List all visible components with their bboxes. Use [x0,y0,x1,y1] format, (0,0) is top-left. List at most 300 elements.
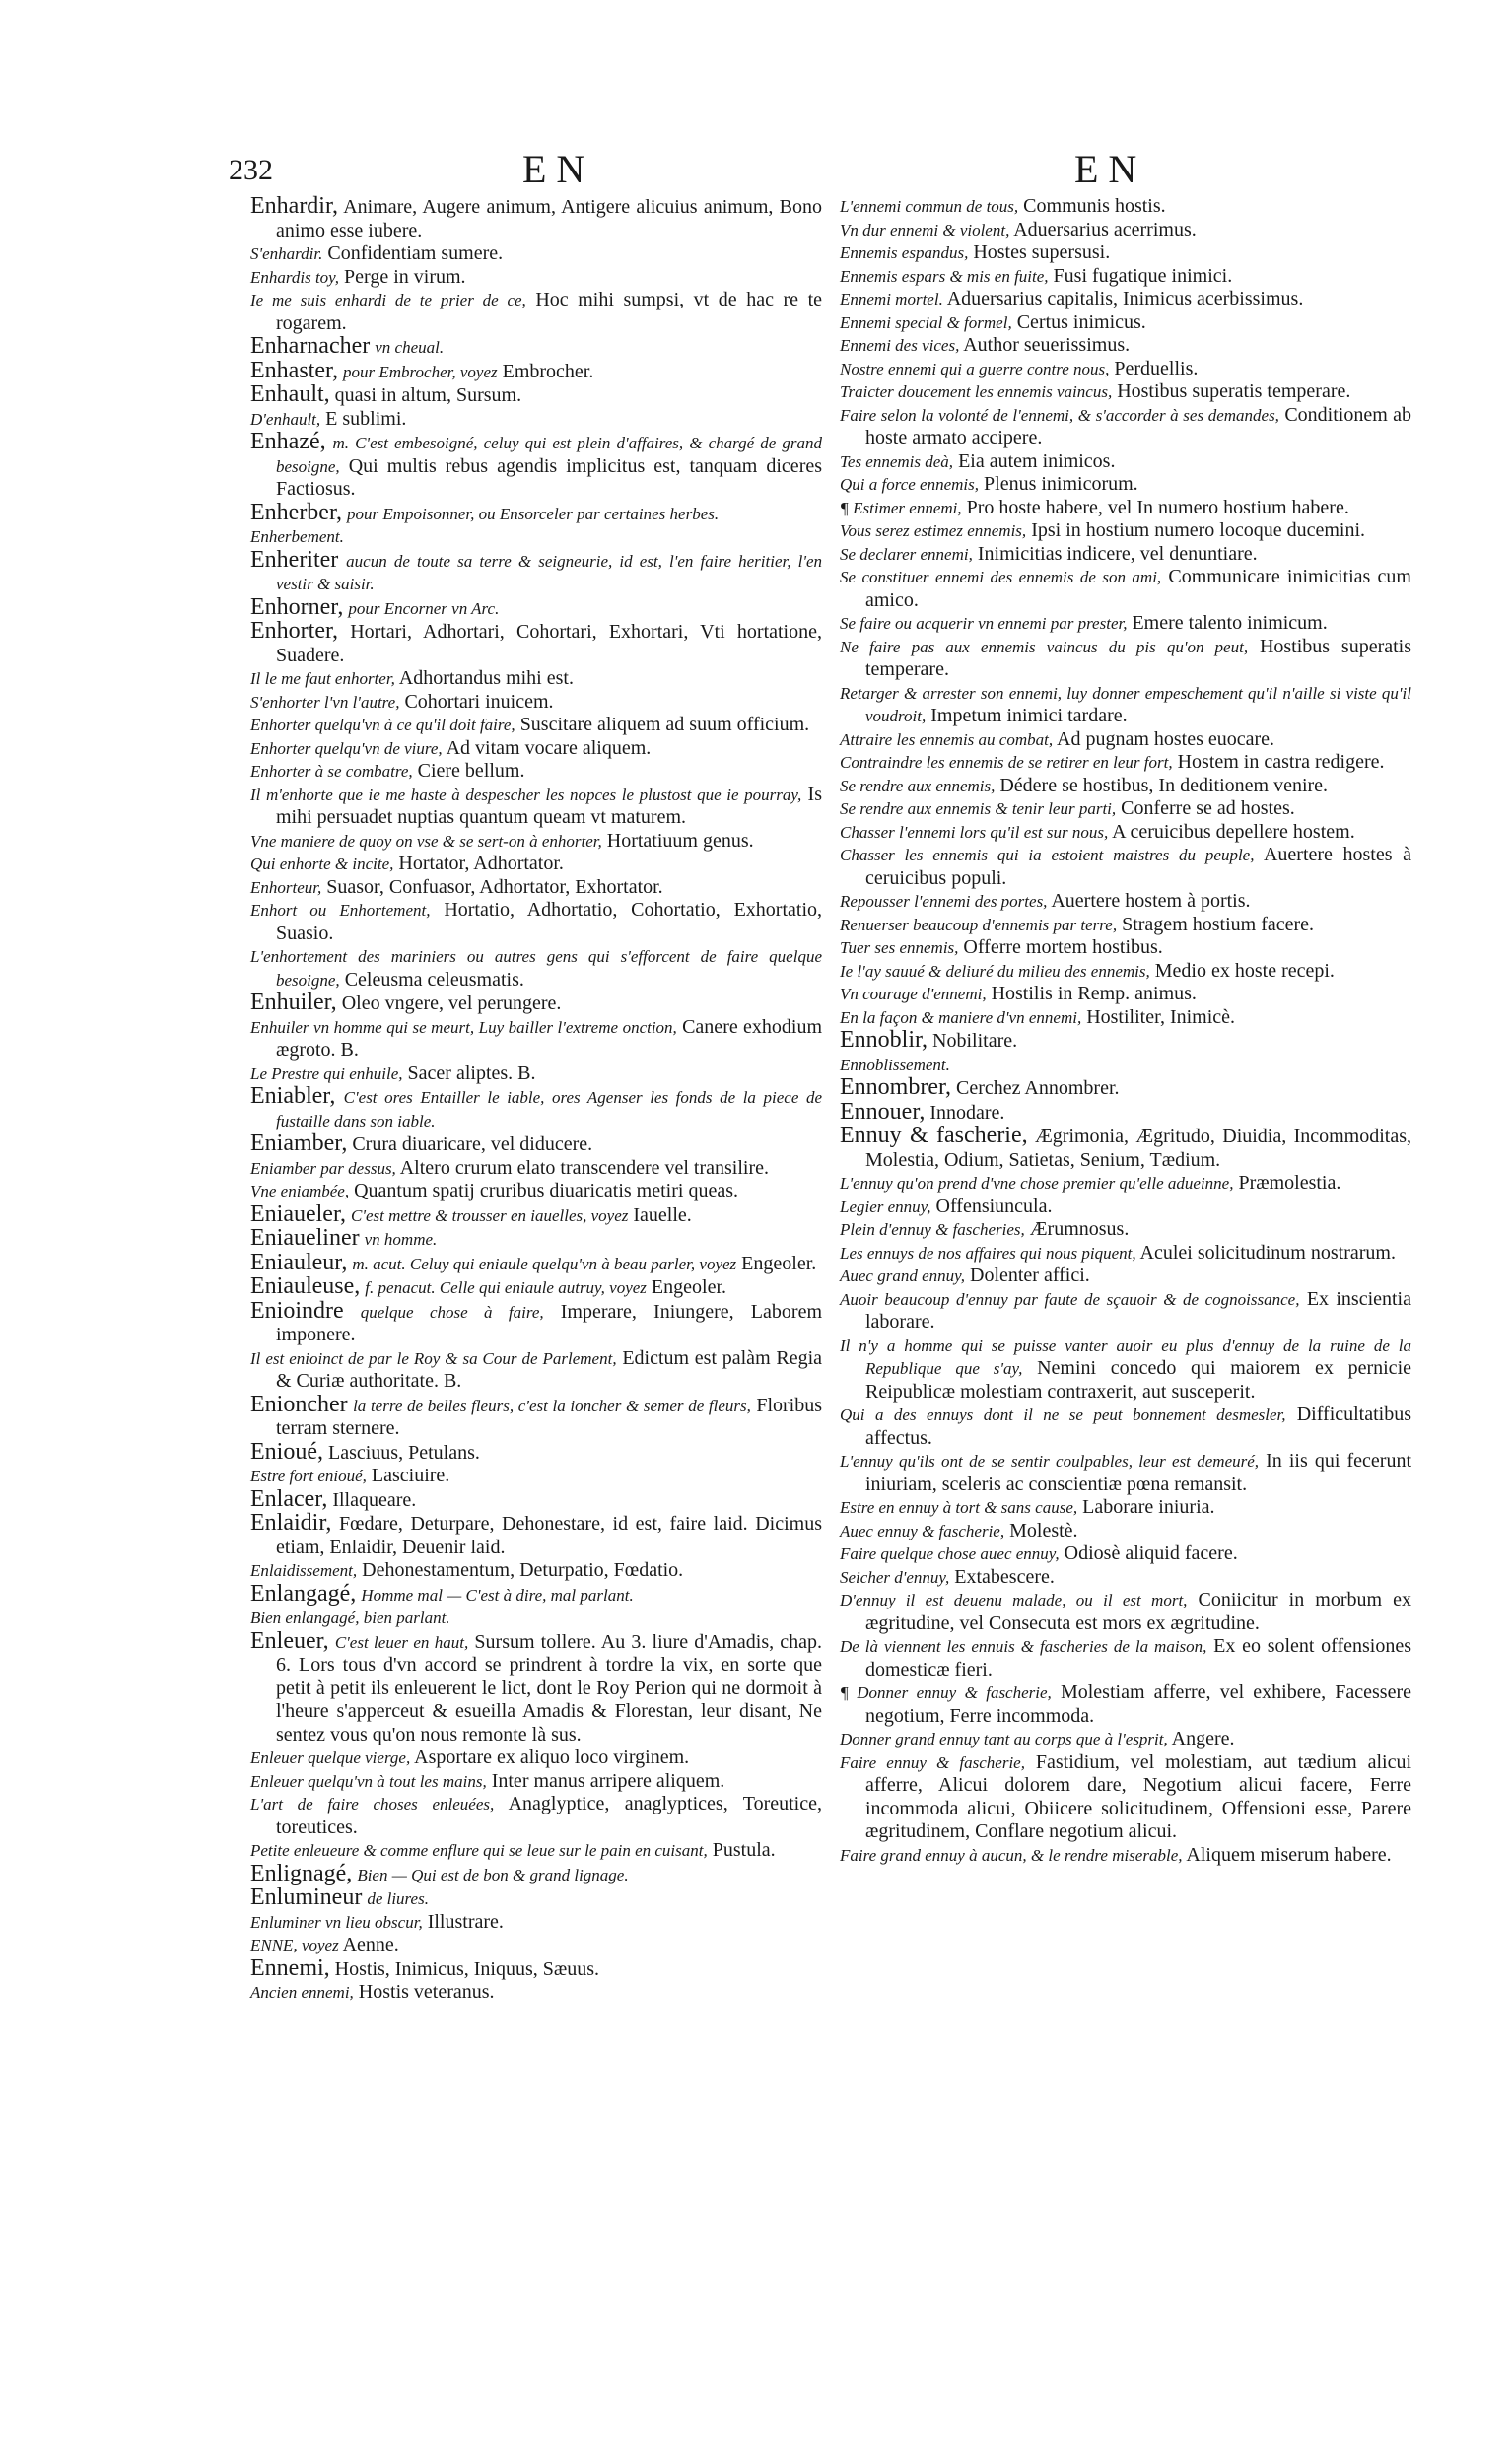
entry-latin: A ceruicibus depellere hostem. [1112,820,1355,843]
entry-latin: E sublimi. [325,407,407,430]
entry-headword: Eniabler, [250,1083,336,1109]
dictionary-entry [250,242,822,266]
entry-latin: Sursum tollere. Au 3. liure d'Amadis, chap. 6. Lors tous d'vn accord se prindrent à tordre la vix, en sorte que petit à petit ils enleuerent le lict, dont le Roy Perion qui ne dormoit à l'heure s'apperceut & esueilla Amadis & Florestan, leur disant, Ne sentez vous qu'on nous remonte là sus. [276,1630,823,1745]
dictionary-entry [250,335,822,360]
dictionary-entry [250,667,822,691]
entry-latin: Animare, Augere animum, Antigere alicuius animum, Bono animo esse iubere. [276,196,823,241]
entry-latin: Altero crurum elato transcendere vel transilire. [399,1156,769,1179]
dictionary-entry [840,566,1411,612]
entry-latin: Ex eo solent offensiones domesticæ fieri. [865,1635,1412,1680]
dictionary-entry [250,195,822,242]
dictionary-entry [250,1297,822,1347]
entry-headword: Enlumineur [250,1884,363,1910]
dictionary-entry [840,775,1411,798]
entry-french: Estre fort enioué, [250,1467,367,1485]
entry-french: Qui a des ennuys dont il ne se peut bonnement desmesler, [840,1405,1286,1424]
entry-latin: Quantum spatij cruribus diuaricatis metiri queas. [354,1180,738,1201]
entry-french: Auec grand ennuy, [840,1266,965,1285]
dictionary-entry [840,728,1411,752]
entry-headword: Enhaster, [250,357,339,383]
entry-french: Ennoblissement. [840,1055,950,1074]
entry-latin: Aculei solicitudinum nostrarum. [1139,1241,1396,1264]
entry-french: Attraire les ennemis au combat, [840,729,1054,749]
entry-latin: Conditionem ab hoste armato accipere. [865,403,1412,448]
dictionary-entry [840,473,1411,497]
entry-latin: Fusi fugatique inimici. [1053,264,1233,287]
dictionary-entry [840,241,1411,265]
dictionary-entry [250,1860,822,1887]
entry-french: Enhort ou Enhortement, [250,901,431,920]
entry-latin: Ex inscientia laborare. [865,1287,1411,1333]
entry-french: vn cheual. [375,338,445,357]
entry-latin: Embrocher. [502,360,594,382]
entry-french: pour Empoisonner, ou Ensorceler par certaines herbes. [347,504,720,523]
entry-latin: Hostilis in Remp. animus. [991,983,1197,1004]
dictionary-entry [840,265,1411,289]
dictionary-entry [840,1196,1411,1219]
entry-french: Nostre ennemi qui a guerre contre nous, [840,359,1110,378]
dictionary-entry [250,784,822,830]
dictionary-entry [250,830,822,854]
entry-latin: Lasciuire. [371,1465,450,1486]
dictionary-entry [840,682,1411,728]
entry-french: L'art de faire choses enleuées, [250,1795,495,1814]
dictionary-entry [250,1607,822,1630]
entry-headword: Enharnacher [250,333,371,359]
entry-latin: Iauelle. [633,1203,692,1226]
entry-french: Retarger & arrester son ennemi, luy donner empeschement qu'il n'aille si viste qu'il voudroit, [840,683,1411,725]
entry-latin: Aenne. [342,1934,399,1955]
dictionary-entry [840,219,1411,242]
dictionary-entry [840,983,1411,1006]
dictionary-entry [250,992,822,1016]
entry-french: Auec ennuy & fascherie, [840,1521,1005,1540]
entry-latin: Is mihi persuadet nuptias quantum queam vt maturem. [276,783,822,828]
dictionary-entry [250,1580,822,1608]
dictionary-entry [250,1132,822,1157]
entry-headword: Enhorner, [250,593,344,620]
entry-headword: Ennemi, [250,1954,330,1981]
entry-french: L'ennuy qu'ils ont de se sentir coulpables, leur est demeuré, [840,1452,1260,1471]
dictionary-entry [250,1062,822,1086]
dictionary-entry [250,1391,823,1441]
entry-french: quelque chose à faire, [360,1302,544,1322]
dictionary-entry [250,945,822,992]
entry-french: Se faire ou acquerir vn ennemi par prester, [840,614,1128,633]
dictionary-entry [250,408,822,432]
entry-french: Faire grand ennuy à aucun, & le rendre miserable, [840,1845,1183,1865]
dictionary-entry [840,1751,1411,1844]
entry-latin: Auertere hostes à ceruicibus populi. [865,844,1411,889]
dictionary-entry [840,404,1411,450]
dictionary-entry [250,1839,822,1863]
entry-latin: Dehonestamentum, Deturpatio, Fœdatio. [362,1559,684,1581]
dictionary-entry [250,1249,822,1276]
entry-french: Enhorter à se combatre, [250,762,413,781]
entry-french: Il est enioinct de par le Roy & sa Cour de Parlement, [250,1348,617,1368]
dictionary-entry [840,960,1411,984]
entry-french: Enhorter quelqu'vn à ce qu'il doit faire, [250,716,515,734]
entry-headword: Enhardir, [250,193,339,219]
entry-french: De là viennent les ennuis & fascheries de la maison, [840,1637,1207,1656]
entry-french: Qui enhorte & incite, [250,855,394,873]
entry-latin: Coniicitur in morbum ex ægritudine, vel Consecuta est mors ex ægritudine. [865,1589,1412,1634]
entry-latin: Fœdare, Deturpare, Dehonestare, id est, faire laid. Dicimus etiam, Enlaidir, Deuenir laid. [276,1513,822,1558]
entry-latin: Crura diuaricare, vel diducere. [352,1133,593,1155]
entry-french: pour Embrocher, voyez [343,362,498,381]
entry-latin: Emere talento inimicum. [1132,612,1328,634]
entry-french: Se declarer ennemi, [840,544,973,564]
entry-latin: Sacer aliptes. B. [407,1061,536,1084]
entry-french: Il m'enhorte que ie me haste à despescher les nopces le plustost que ie pourray, [250,785,802,804]
dictionary-entry [840,1265,1411,1288]
running-header [0,146,1512,195]
dictionary-entry [250,1465,822,1488]
entry-french: Chasser les ennemis qui ia estoient maistres du peuple, [840,846,1255,864]
entry-latin: Aduersarius acerrimus. [1013,218,1197,240]
entry-french: Se constituer ennemi des ennemis de son ami, [840,568,1162,586]
entry-french: Enluminer vn lieu obscur, [250,1912,423,1932]
dictionary-entry [840,1172,1411,1196]
entry-latin: Præmolestia. [1238,1172,1341,1194]
dictionary-entry [250,1347,822,1394]
right-column [840,195,1411,1867]
entry-latin: Illaqueare. [332,1488,417,1511]
entry-french: Ennemi des vices, [840,336,960,355]
entry-french: Traicter doucement les ennemis vaincus, [840,382,1113,401]
entry-latin: Angere. [1171,1728,1235,1749]
entry-french: Legier ennuy, [840,1197,931,1216]
entry-latin: Hortator, Adhortator. [398,853,564,874]
entry-latin: Pustula. [712,1839,776,1861]
entry-headword: Enheriter [250,546,339,573]
entry-french: D'enhault, [250,409,321,429]
dictionary-entry [250,593,822,621]
dictionary-entry [250,1981,822,2005]
entry-french: L'enhortement des mariniers ou autres gens qui s'efforcent de faire quelque besoigne, [250,947,822,990]
entry-french: C'est ores Entailler le iable, ores Agenser les fonds de la piece de fustaille dans son iable. [276,1088,822,1130]
entry-french: L'ennuy qu'on prend d'vne chose premier qu'elle adueinne, [840,1174,1234,1193]
entry-headword: Enioncher [250,1391,348,1417]
entry-latin: Cerchez Annombrer. [956,1077,1120,1099]
left-column [250,195,822,2005]
dictionary-entry [840,1635,1411,1681]
entry-latin: Engeoler. [741,1252,817,1274]
dictionary-entry [250,1627,823,1747]
entry-french: f. penacut. Celle qui eniaule autruy, voyez [365,1278,647,1297]
entry-french: S'enhorter l'vn l'autre, [250,692,400,712]
entry-headword: Eniamber, [250,1130,348,1156]
entry-french: Contraindre les ennemis de se retirer en leur fort, [840,753,1173,772]
dictionary-entry [840,1125,1411,1172]
dictionary-entry [840,519,1411,543]
entry-headword: Enhazé, [250,429,326,454]
dictionary-entry [250,876,822,900]
entry-latin: Dédere se hostibus, In deditionem venire. [999,774,1329,796]
dictionary-entry [840,358,1411,381]
entry-latin: Inimicitias indicere, vel denuntiare. [977,542,1258,565]
entry-french: de liures. [367,1889,429,1908]
dictionary-entry [250,525,822,549]
entry-latin: Plenus inimicorum. [984,473,1138,495]
dictionary-entry [840,1403,1411,1450]
dictionary-entry [840,1006,1411,1030]
dictionary-entry [840,288,1411,311]
dictionary-entry [840,1098,1411,1126]
dictionary-entry [250,760,822,784]
entry-latin: Conferre se ad hostes. [1121,797,1295,819]
dictionary-entry [840,821,1411,845]
entry-latin: Celeusma celeusmatis. [344,968,524,991]
dictionary-entry [840,1520,1411,1543]
dictionary-entry [250,1485,822,1513]
entry-french: ENNE, voyez [250,1936,339,1954]
entry-latin: Aduersarius capitalis, Inimicus acerbissimus. [946,288,1304,309]
entry-french: L'ennemi commun de tous, [840,197,1019,216]
dictionary-entry [250,1438,822,1466]
dictionary-entry [250,1085,822,1132]
entry-headword: Enlignagé, [250,1860,353,1886]
entry-french: En la façon & maniere d'vn ennemi, [840,1007,1082,1027]
entry-french: m. C'est embesoigné, celuy qui est plein d'affaires, & chargé de grand besoigne, [276,434,822,476]
entry-french: D'ennuy il est deuenu malade, ou il est mort, [840,1591,1188,1609]
entry-latin: Innodare. [929,1101,1005,1124]
entry-latin: Ad vitam vocare aliquem. [446,736,652,759]
entry-latin: Asportare ex aliquo loco virginem. [414,1746,690,1768]
entry-french: Il le me faut enhorter, [250,669,395,688]
entry-latin: Confidentiam sumere. [327,242,504,264]
dictionary-entry [840,1335,1411,1404]
entry-french: Plein d'ennuy & fascheries, [840,1220,1025,1239]
dictionary-entry [840,1218,1411,1242]
page-number: 232 [229,154,273,186]
entry-latin: Ad pugnam hostes euocare. [1057,727,1275,750]
dictionary-entry [250,1559,822,1583]
entry-headword: Enhault, [250,381,330,407]
entry-french: Donner grand ennuy tant au corps que à l'esprit, [840,1730,1168,1748]
entry-latin: Fastidium, vel molestiam, aut tædium alicui afferre, Alicui dolorem dare, Negotium alicui facere, Ferre incommoda alicui, Obiicere solicitudinem, Offensioni esse, Parere ægritudinem, Conflare negotium alicui. [865,1750,1412,1842]
entry-french: Bien enlangagé, bien parlant. [250,1608,450,1627]
entry-french: Se rendre aux ennemis, [840,776,996,795]
dictionary-entry [840,797,1411,821]
dictionary-entry [840,1288,1411,1335]
entry-latin: Hostis, Inimicus, Iniquus, Sæuus. [334,1957,600,1980]
dictionary-entry [840,380,1411,404]
entry-french: Faire quelque chose auec ennuy, [840,1544,1060,1563]
entry-headword: Eniaueler, [250,1200,346,1227]
entry-french: Vous serez estimez ennemis, [840,521,1027,540]
dictionary-entry [250,1886,822,1911]
entry-french: ¶ Donner ennuy & fascherie, [840,1683,1052,1702]
entry-french: Enherbement. [250,527,344,546]
dictionary-entry [840,751,1411,775]
entry-latin: Floribus terram sternere. [276,1394,823,1439]
entry-french: Enhorteur, [250,877,322,897]
entry-latin: Communicare inimicitias cum amico. [865,566,1411,611]
entry-french: Petite enleueure & comme enflure qui se leue sur le pain en cuisant, [250,1841,708,1860]
entry-latin: Hostes supersusi. [973,241,1111,263]
entry-french: Enleuer quelqu'vn à tout les mains, [250,1771,487,1791]
entry-french: Enhardis toy, [250,267,340,287]
entry-latin: Laborare iniuria. [1082,1496,1215,1518]
entry-french: Seicher d'ennuy, [840,1567,950,1587]
dictionary-entry [250,691,822,715]
dictionary-entry [250,1793,822,1839]
entry-french: Enhuiler vn homme qui se meurt, Luy bailler l'extreme onction, [250,1017,677,1037]
entry-latin: Perge in virum. [344,265,466,288]
entry-french: Renuerser beaucoup d'ennemis par terre, [840,915,1118,934]
dictionary-entry [840,936,1411,960]
entry-latin: Offensiuncula. [935,1195,1053,1217]
entry-latin: Communis hostis. [1023,195,1166,217]
dictionary-entry [840,1450,1411,1496]
entry-french: Tuer ses ennemis, [840,938,959,957]
entry-latin: Medio ex hoste recepi. [1154,959,1335,982]
dictionary-entry [840,612,1411,636]
entry-latin: Pro hoste habere, vel In numero hostium habere. [966,496,1349,518]
dictionary-entry [250,499,822,526]
entry-french: Enleuer quelque vierge, [250,1748,411,1767]
dictionary-entry [840,450,1411,474]
entry-french: Ie l'ay sauué & deliuré du milieu des ennemis, [840,961,1150,981]
dictionary-entry [840,195,1411,219]
dictionary-entry [250,899,822,945]
dictionary-entry [840,311,1411,335]
entry-latin: Aliquem miserum habere. [1186,1843,1392,1866]
entry-latin: Impetum inimici tardare. [930,705,1128,726]
entry-latin: Molestiam afferre, vel exhibere, Facessere negotium, Ferre incommoda. [865,1681,1412,1727]
dictionary-entry [840,914,1411,937]
dictionary-entry [250,431,822,502]
dictionary-entry [840,1566,1411,1590]
entry-french: Faire selon la volonté de l'ennemi, & s'accorder à ses demandes, [840,405,1279,425]
entry-french: Auoir beaucoup d'ennuy par faute de sçauoir & de cognoissance, [840,1289,1300,1309]
entry-headword: Enioindre [250,1297,344,1324]
dictionary-entry [250,1157,822,1181]
entry-french: pour Encorner vn Arc. [348,598,500,618]
entry-french: Vne eniambée, [250,1182,350,1200]
entry-latin: Adhortandus mihi est. [398,667,574,689]
entry-latin: Qui multis rebus agendis implicitus est, tanquam diceres Factiosus. [276,454,823,500]
dictionary-entry [250,1746,822,1770]
entry-french: Ie me suis enhardi de te prier de ce, [250,291,526,309]
entry-headword: Ennuy & fascherie, [840,1123,1028,1148]
entry-french: S'enhardir. [250,244,323,263]
entry-latin: Ærumnosus. [1029,1218,1130,1240]
entry-latin: Difficultatibus affectus. [865,1403,1412,1449]
entry-french: C'est mettre & trousser en iauelles, voyez [350,1205,629,1225]
entry-latin: Hortari, Adhortari, Cohortari, Exhortari, Vti hortatione, Suadere. [276,621,822,666]
dictionary-entry [250,1016,822,1062]
entry-headword: Eniauleur, [250,1249,348,1275]
entry-headword: Ennombrer, [840,1074,952,1100]
entry-headword: Enhorter, [250,618,339,644]
entry-french: Les ennuys de nos affaires qui nous piquent, [840,1243,1136,1263]
entry-latin: quasi in altum, Sursum. [334,384,522,406]
entry-french: Ancien ennemi, [250,1983,354,2002]
dictionary-entry [250,383,822,408]
entry-latin: Odiosè aliquid facere. [1064,1542,1238,1564]
entry-latin: Perduellis. [1114,357,1199,379]
entry-latin: Illustrare. [427,1910,504,1933]
entry-latin: Ægrimonia, Ægritudo, Diuidia, Incommoditas, Molestia, Odium, Satietas, Senium, Tædium. [865,1126,1412,1171]
entry-french: C'est leuer en haut, [334,1632,469,1652]
dictionary-entry [840,1076,1411,1101]
entry-latin: Extabescere. [954,1565,1055,1588]
dictionary-entry [250,289,822,335]
entry-latin: In iis qui fecerunt iniuriam, sceleris ac conscientiæ pœna remansit. [865,1450,1412,1495]
dictionary-entry [840,1589,1411,1635]
entry-french: Eniamber par dessus, [250,1158,396,1178]
entry-french: Tes ennemis deà, [840,451,954,471]
entry-headword: Ennoblir, [840,1027,928,1053]
entry-french: Vne maniere de quoy on vse & se sert-on à enhorter, [250,831,602,851]
dictionary-entry [840,334,1411,358]
dictionary-entry [840,497,1411,520]
dictionary-entry [840,1242,1411,1266]
entry-latin: Stragem hostium facere. [1122,913,1315,935]
entry-french: Homme mal — C'est à dire, mal parlant. [361,1585,634,1605]
entry-headword: Enlangagé, [250,1580,357,1607]
entry-french: Faire ennuy & fascherie, [840,1752,1025,1772]
dictionary-entry [250,853,822,876]
dictionary-entry [250,1954,822,1982]
entry-latin: Ciere bellum. [417,760,525,782]
entry-latin: Canere exhodium ægroto. B. [276,1015,822,1061]
entry-french: Ennemi special & formel, [840,312,1012,332]
entry-latin: Dolenter affici. [970,1265,1090,1286]
entry-french: Bien — Qui est de bon & grand lignage. [357,1865,629,1884]
entry-latin: Oleo vngere, vel perungere. [341,992,562,1014]
entry-latin: Ipsi in hostium numero locoque ducemini. [1031,519,1366,541]
dictionary-entry [840,1681,1411,1728]
dictionary-entry [840,636,1411,682]
entry-latin: Hostiliter, Inimicè. [1086,1005,1236,1028]
entry-headword: Enherber, [250,499,342,525]
entry-french: Repousser l'ennemi des portes, [840,892,1048,911]
entry-french: Qui a force ennemis, [840,475,980,494]
entry-latin: Auertere hostem à portis. [1051,890,1251,912]
entry-headword: Ennouer, [840,1098,926,1125]
entry-latin: Suasor, Confuasor, Adhortator, Exhortator. [326,875,663,898]
entry-french: vn homme. [364,1230,438,1249]
dictionary-entry [250,1770,822,1794]
dictionary-entry [840,1029,1411,1054]
dictionary-entry [840,1496,1411,1520]
dictionary-entry [250,1911,822,1935]
entry-latin: Anaglyptice, anaglyptices, Toreutice, toreutices. [276,1793,822,1838]
entry-latin: Nemini concedo qui maiorem ex pernicie Reipublicæ molestiam contraxerit, aut susceperit. [865,1357,1411,1403]
entry-latin: Suscitare aliquem ad suum officium. [519,714,810,735]
entry-headword: Enleuer, [250,1627,329,1654]
entry-french: Enhorter quelqu'vn de viure, [250,738,443,758]
dictionary-entry [250,1512,822,1559]
entry-french: Vn dur ennemi & violent, [840,220,1010,240]
dictionary-entry [250,620,822,667]
entry-latin: Certus inimicus. [1016,310,1146,333]
entry-french: aucun de toute sa terre & seigneurie, id est, l'en faire heritier, l'en vestir & saisir. [276,551,822,593]
entry-headword: Enlaidir, [250,1510,332,1536]
entry-headword: Enhuiler, [250,990,337,1015]
entry-headword: Eniauleuse, [250,1273,361,1299]
dictionary-entry [840,890,1411,914]
dictionary-entry [840,1728,1411,1751]
dictionary-entry [250,714,822,737]
entry-french: Il n'y a homme qui se puisse vanter auoir eu plus d'ennuy de la ruine de la Republique que s'ay, [840,1335,1411,1378]
entry-latin: Hostibus superatis temperare. [865,635,1412,680]
entry-latin: Eia autem inimicos. [958,449,1116,472]
entry-latin: Edictum est palàm Regia & Curiæ authoritate. B. [276,1346,823,1392]
